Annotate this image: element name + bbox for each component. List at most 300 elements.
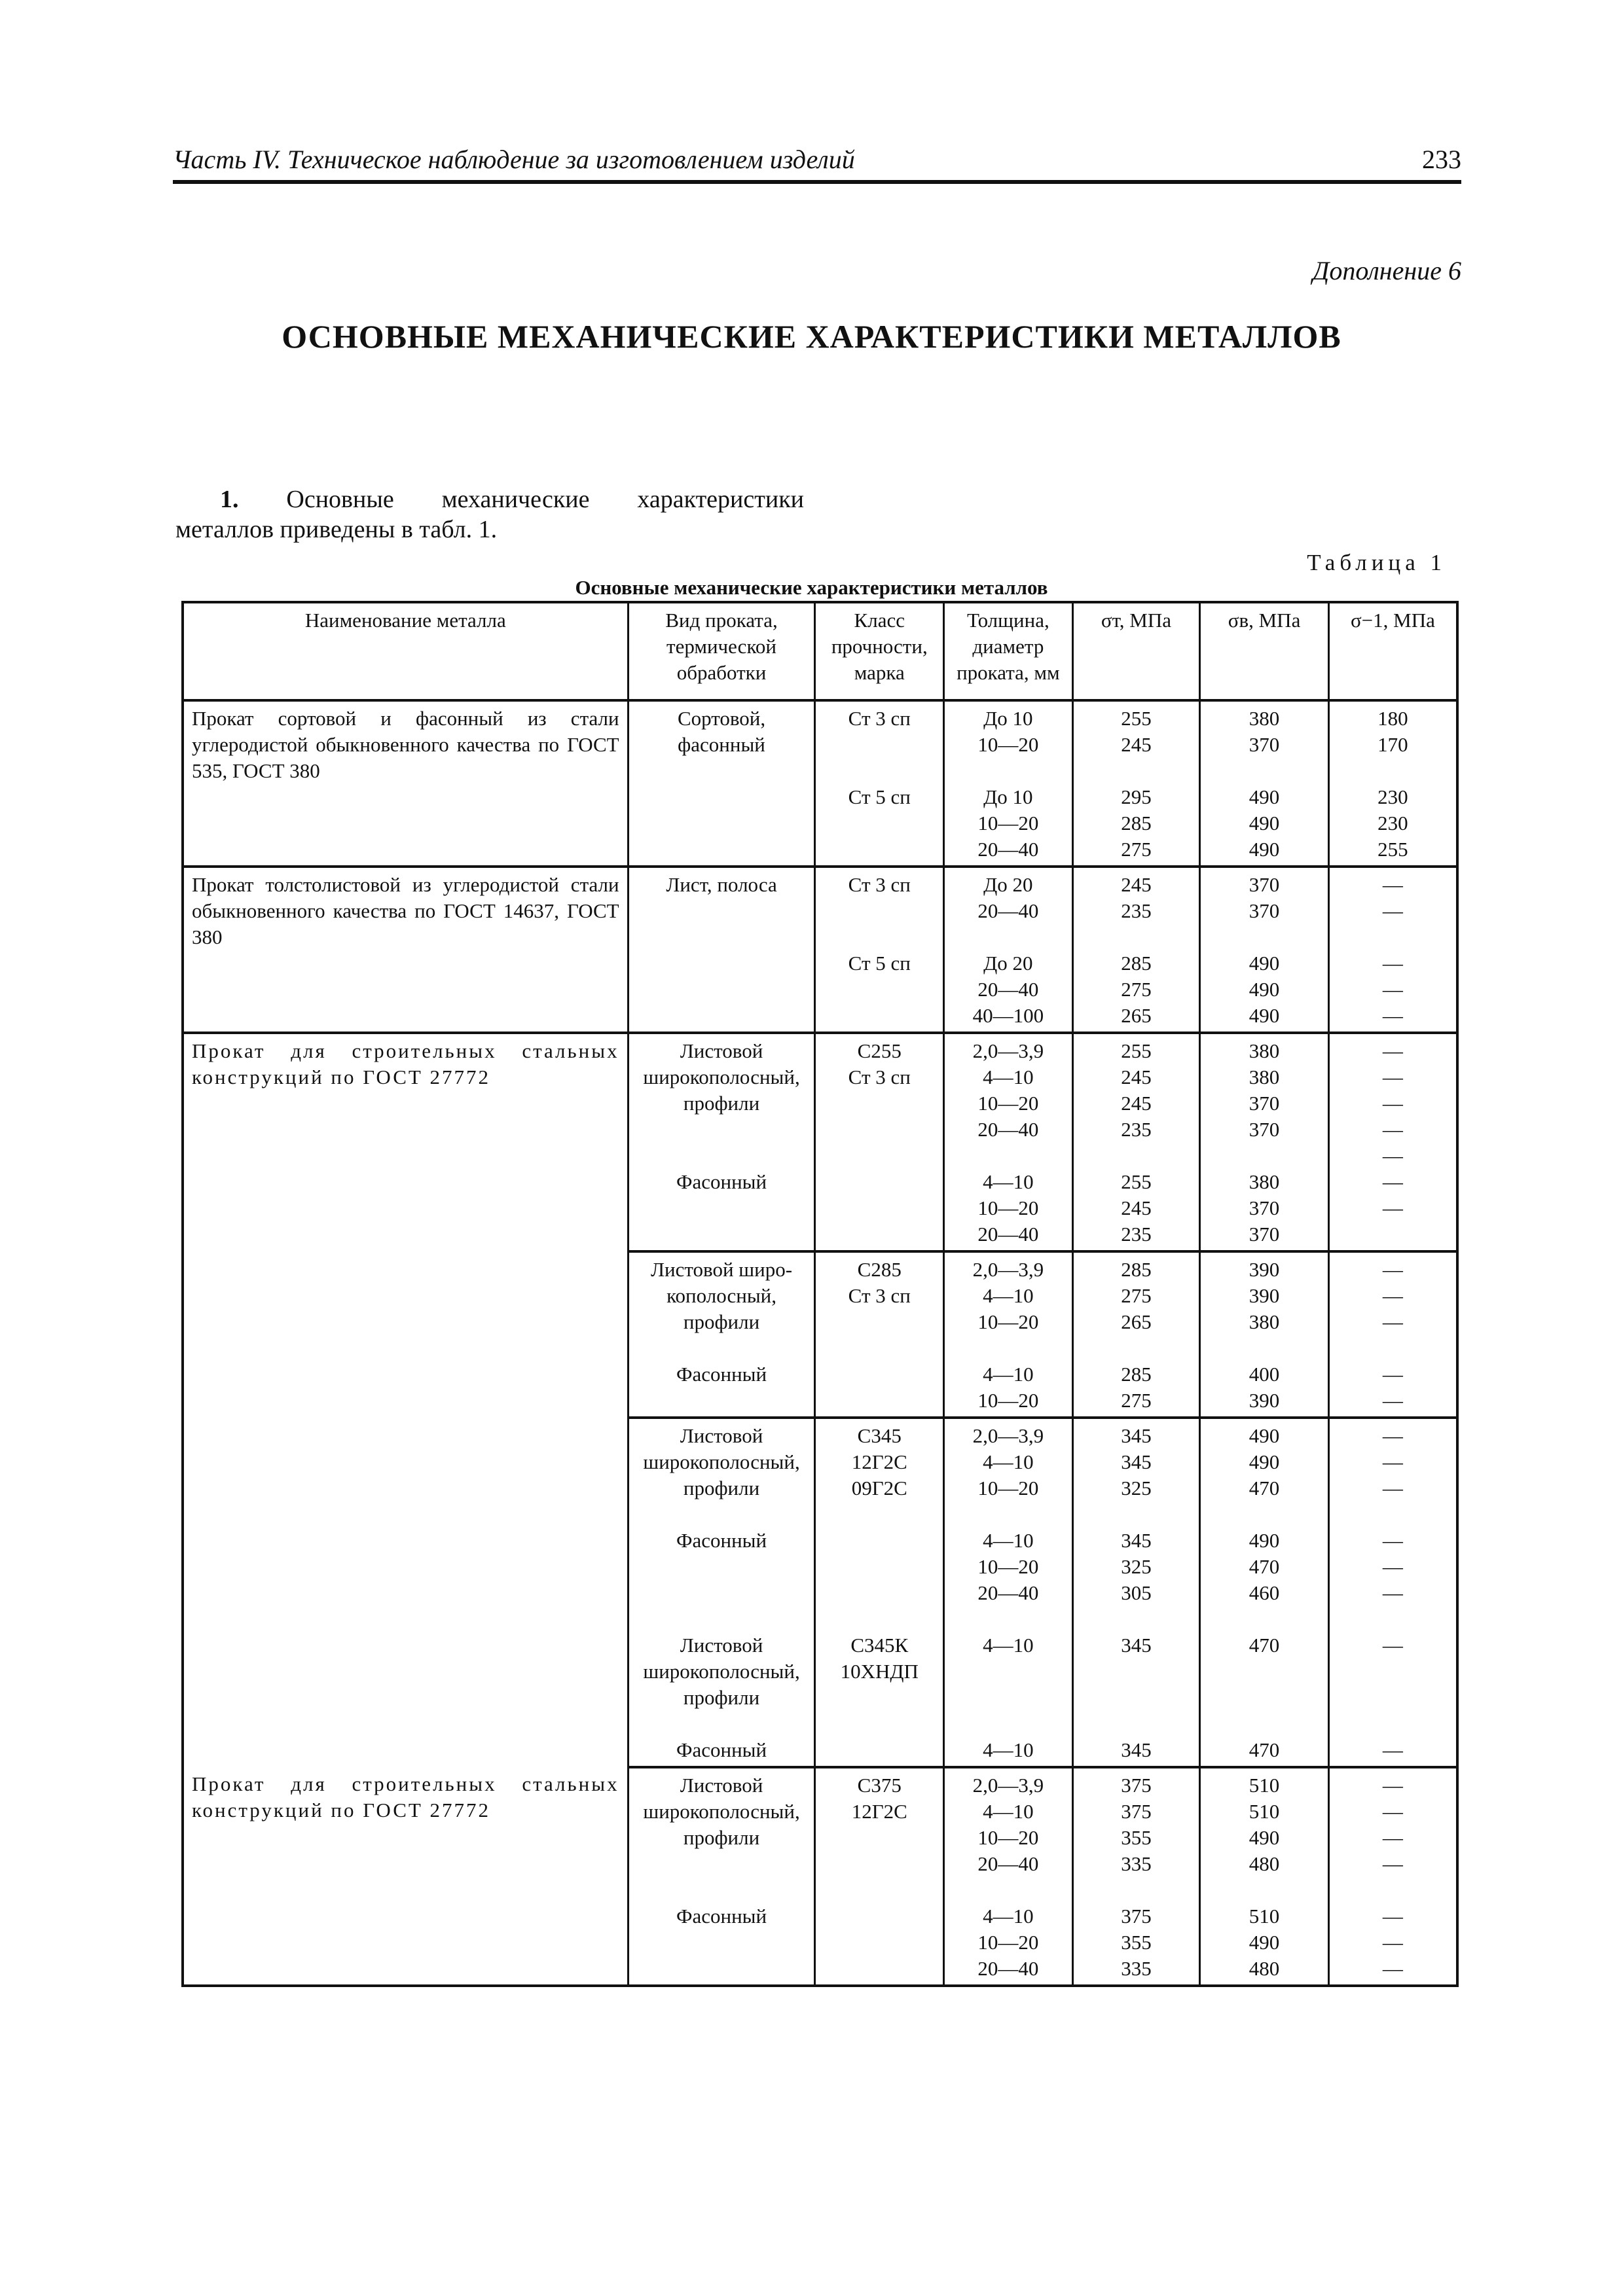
endurance-limit-value [1336, 1685, 1450, 1711]
yield-strength-value: 255 [1121, 707, 1152, 730]
endurance-limit-value: — [1382, 1634, 1403, 1657]
rolling-type-value [636, 1195, 808, 1221]
endurance-limit-cell [1328, 867, 1457, 1033]
tensile-strength-value: 370 [1249, 1092, 1280, 1115]
strength-class-value [822, 898, 936, 924]
endurance-limit-value: — [1382, 1555, 1403, 1578]
rolling-type-value: Фасонный [676, 1529, 767, 1552]
endurance-limit-value [1336, 924, 1450, 950]
endurance-limit-value: — [1382, 1258, 1403, 1281]
endurance-limit-cell [1328, 700, 1457, 867]
yield-strength-value: 255 [1121, 1170, 1152, 1193]
endurance-limit-value: — [1382, 978, 1403, 1001]
endurance-limit-value: — [1382, 1144, 1403, 1167]
column-header: Наименование металла [183, 602, 628, 700]
strength-class-value [822, 836, 936, 863]
tensile-strength-value [1207, 1711, 1321, 1737]
tensile-strength-value: 490 [1249, 978, 1280, 1001]
endurance-limit-value [1336, 1711, 1450, 1737]
yield-strength-value [1080, 1711, 1193, 1737]
thickness-value [951, 1711, 1065, 1737]
strength-class-value [822, 1580, 936, 1606]
table-caption: Основные механические характеристики металлов [575, 576, 1048, 599]
endurance-limit-value: — [1382, 1310, 1403, 1333]
rolling-type-value: Фасонный [676, 1738, 767, 1761]
thickness-value: 20—40 [977, 899, 1039, 922]
tensile-strength-value: 390 [1249, 1258, 1280, 1281]
rolling-type-cell [628, 1033, 815, 1251]
yield-strength-value: 275 [1121, 1284, 1152, 1307]
strength-class-value [822, 977, 936, 1003]
yield-strength-value: 235 [1121, 1223, 1152, 1246]
thickness-value: 4—10 [983, 1284, 1034, 1307]
yield-strength-value [1080, 924, 1193, 950]
strength-class-value: Ст 3 сп [848, 1284, 911, 1307]
tensile-strength-value [1207, 1606, 1321, 1632]
strength-class-value [822, 1528, 936, 1554]
yield-strength-value [1080, 758, 1193, 784]
tensile-strength-value [1207, 1685, 1321, 1711]
yield-strength-cell [1072, 867, 1200, 1033]
yield-strength-cell [1072, 1418, 1200, 1767]
endurance-limit-value [1336, 758, 1450, 784]
tensile-strength-value: 390 [1249, 1284, 1280, 1307]
rolling-type-cell [628, 867, 815, 1033]
tensile-strength-value: 370 [1249, 1118, 1280, 1141]
thickness-value: 10—20 [977, 733, 1039, 756]
endurance-limit-value: — [1382, 1389, 1403, 1412]
rolling-type-value: широкополосный, [643, 1800, 800, 1823]
yield-strength-value: 325 [1121, 1555, 1152, 1578]
endurance-limit-value: — [1382, 1284, 1403, 1307]
endurance-limit-value [1336, 1501, 1450, 1528]
page-number: 233 [1422, 145, 1461, 174]
metal-name: Прокат для строительных стальных конструкций по ГОСТ 27772 [183, 1033, 628, 1767]
yield-strength-value [1080, 1335, 1193, 1361]
thickness-value: 10—20 [977, 1477, 1039, 1499]
endurance-limit-cell [1328, 1418, 1457, 1767]
thickness-value: 10—20 [977, 1826, 1039, 1849]
endurance-limit-value: — [1382, 1852, 1403, 1875]
thickness-value [951, 1877, 1065, 1903]
endurance-limit-value: — [1382, 1774, 1403, 1797]
strength-class-value [822, 1606, 936, 1632]
yield-strength-value [1080, 1143, 1193, 1169]
tensile-strength-value: 470 [1249, 1738, 1280, 1761]
intro-line-2: металлов приведены в табл. 1. [175, 516, 498, 543]
yield-strength-cell [1072, 1251, 1200, 1418]
thickness-value: 4—10 [983, 1738, 1034, 1761]
thickness-value: 2,0—3,9 [972, 1774, 1044, 1797]
tensile-strength-cell [1200, 1251, 1329, 1418]
tensile-strength-value: 510 [1249, 1905, 1280, 1928]
rolling-type-value: профили [683, 1477, 760, 1499]
strength-class-value [822, 758, 936, 784]
endurance-limit-value: — [1382, 899, 1403, 922]
rolling-type-value: Фасонный [676, 1363, 767, 1386]
tensile-strength-value: 380 [1249, 1310, 1280, 1333]
endurance-limit-value [1336, 1877, 1450, 1903]
tensile-strength-value: 490 [1249, 812, 1280, 834]
rolling-type-value [636, 1929, 808, 1956]
endurance-limit-value: — [1382, 1196, 1403, 1219]
yield-strength-value: 255 [1121, 1039, 1152, 1062]
rolling-type-value: Листовой [680, 1774, 763, 1797]
thickness-value [951, 1606, 1065, 1632]
yield-strength-value: 375 [1121, 1800, 1152, 1823]
column-header: Толщина, диаметр проката, мм [944, 602, 1073, 700]
rolling-type-value: Листовой [680, 1634, 763, 1657]
tensile-strength-value: 380 [1249, 1039, 1280, 1062]
yield-strength-value: 345 [1121, 1424, 1152, 1447]
endurance-limit-value: — [1382, 1800, 1403, 1823]
thickness-value: 4—10 [983, 1450, 1034, 1473]
rolling-type-value [636, 1388, 808, 1414]
table-row [183, 700, 1457, 867]
thickness-value: 20—40 [977, 1118, 1039, 1141]
endurance-limit-value [1336, 1606, 1450, 1632]
strength-class-value [822, 924, 936, 950]
thickness-value: 20—40 [977, 838, 1039, 861]
yield-strength-value: 235 [1121, 1118, 1152, 1141]
yield-strength-value: 375 [1121, 1905, 1152, 1928]
strength-class-cell [815, 1251, 944, 1418]
rolling-type-value [636, 1956, 808, 1982]
tensile-strength-value: 480 [1249, 1852, 1280, 1875]
endurance-limit-cell [1328, 1033, 1457, 1251]
tensile-strength-value: 510 [1249, 1800, 1280, 1823]
thickness-value: 40—100 [972, 1004, 1044, 1027]
thickness-cell [944, 1033, 1073, 1251]
tensile-strength-value: 490 [1249, 1424, 1280, 1447]
intro-number: 1. [220, 486, 239, 513]
endurance-limit-value: — [1382, 1092, 1403, 1115]
endurance-limit-value: — [1382, 1826, 1403, 1849]
tensile-strength-cell [1200, 867, 1329, 1033]
supplement-label: Дополнение 6 [1312, 256, 1461, 285]
yield-strength-value: 275 [1121, 978, 1152, 1001]
rolling-type-cell [628, 700, 815, 867]
yield-strength-value: 305 [1121, 1581, 1152, 1604]
rolling-type-value: фасонный [678, 733, 765, 756]
yield-strength-value: 285 [1121, 1258, 1152, 1281]
strength-class-cell [815, 1033, 944, 1251]
tensile-strength-value: 400 [1249, 1363, 1280, 1386]
strength-class-value: Ст 5 сп [848, 952, 911, 975]
tensile-strength-value [1207, 1335, 1321, 1361]
tensile-strength-value: 370 [1249, 1196, 1280, 1219]
rolling-type-value [636, 1606, 808, 1632]
tensile-strength-cell [1200, 700, 1329, 867]
table-row [183, 1033, 1457, 1251]
strength-class-value: Ст 3 сп [848, 1066, 911, 1088]
tensile-strength-value: 380 [1249, 1170, 1280, 1193]
tensile-strength-value [1207, 1143, 1321, 1169]
thickness-value: 10—20 [977, 812, 1039, 834]
thickness-value: 20—40 [977, 978, 1039, 1001]
yield-strength-value: 245 [1121, 873, 1152, 896]
endurance-limit-value: — [1382, 1931, 1403, 1954]
endurance-limit-value [1336, 1659, 1450, 1685]
tensile-strength-value: 490 [1249, 1004, 1280, 1027]
intro-line-1 [175, 484, 804, 514]
thickness-cell [944, 700, 1073, 867]
tensile-strength-value: 370 [1249, 733, 1280, 756]
thickness-value [951, 1659, 1065, 1685]
rolling-type-value: широкополосный, [643, 1450, 800, 1473]
thickness-value: 2,0—3,9 [972, 1039, 1044, 1062]
thickness-value: 10—20 [977, 1310, 1039, 1333]
thickness-value [951, 1685, 1065, 1711]
tensile-strength-cell [1200, 1033, 1329, 1251]
endurance-limit-cell [1328, 1251, 1457, 1418]
yield-strength-value: 235 [1121, 899, 1152, 922]
rolling-type-cell [628, 1767, 815, 1986]
thickness-value: До 10 [983, 785, 1033, 808]
thickness-value: 10—20 [977, 1389, 1039, 1412]
strength-class-value: 12Г2С [851, 1450, 907, 1473]
thickness-value: 4—10 [983, 1905, 1034, 1928]
strength-class-cell [815, 1418, 944, 1767]
strength-class-value: С345 [857, 1424, 902, 1447]
column-header: σт, МПа [1072, 602, 1200, 700]
rolling-type-value [636, 758, 808, 784]
tensile-strength-value: 390 [1249, 1389, 1280, 1412]
rolling-type-value [636, 1335, 808, 1361]
tensile-strength-value: 460 [1249, 1581, 1280, 1604]
thickness-value: До 20 [983, 873, 1033, 896]
yield-strength-value: 245 [1121, 733, 1152, 756]
table-row [183, 1767, 1457, 1986]
endurance-limit-value: 230 [1377, 812, 1408, 834]
tensile-strength-cell [1200, 1418, 1329, 1767]
strength-class-value [822, 732, 936, 758]
strength-class-cell [815, 700, 944, 867]
tensile-strength-value: 490 [1249, 1931, 1280, 1954]
tensile-strength-value: 490 [1249, 1826, 1280, 1849]
tensile-strength-value [1207, 1877, 1321, 1903]
tensile-strength-value: 380 [1249, 707, 1280, 730]
rolling-type-value: профили [683, 1092, 760, 1115]
rolling-type-value: Сортовой, [677, 707, 766, 730]
table-label: Таблица 1 [1307, 550, 1446, 575]
rolling-type-value [636, 1554, 808, 1580]
thickness-value: 4—10 [983, 1170, 1034, 1193]
tensile-strength-value: 490 [1249, 952, 1280, 975]
thickness-value: 4—10 [983, 1066, 1034, 1088]
rolling-type-value [636, 1851, 808, 1877]
endurance-limit-value: 255 [1377, 838, 1408, 861]
endurance-limit-value: — [1382, 1363, 1403, 1386]
tensile-strength-value [1207, 1659, 1321, 1685]
strength-class-value: 09Г2С [851, 1477, 907, 1499]
endurance-limit-value: — [1382, 1738, 1403, 1761]
tensile-strength-value: 380 [1249, 1066, 1280, 1088]
rolling-type-value [636, 1221, 808, 1247]
strength-class-value: С255 [857, 1039, 902, 1062]
table-header-row [183, 602, 1457, 700]
tensile-strength-value: 370 [1249, 873, 1280, 896]
metal-name: Прокат для строительных стальных конструкций по ГОСТ 27772 [183, 1767, 628, 1986]
metal-name: Прокат сортовой и фасонный из стали углеродистой обыкновенного качества по ГОСТ 535, ГОСТ 380 [183, 700, 628, 867]
thickness-value: До 10 [983, 707, 1033, 730]
tensile-strength-value: 470 [1249, 1634, 1280, 1657]
rolling-type-value: профили [683, 1826, 760, 1849]
yield-strength-value: 245 [1121, 1092, 1152, 1115]
yield-strength-value: 275 [1121, 1389, 1152, 1412]
yield-strength-value: 285 [1121, 1363, 1152, 1386]
tensile-strength-value: 480 [1249, 1957, 1280, 1980]
rolling-type-value: Фасонный [676, 1905, 767, 1928]
page-title: ОСНОВНЫЕ МЕХАНИЧЕСКИЕ ХАРАКТЕРИСТИКИ МЕТАЛЛОВ [282, 318, 1341, 355]
endurance-limit-value: — [1382, 1477, 1403, 1499]
yield-strength-value [1080, 1501, 1193, 1528]
rolling-type-value: Фасонный [676, 1170, 767, 1193]
rolling-type-value: Листовой широ- [651, 1258, 793, 1281]
endurance-limit-value: — [1382, 1424, 1403, 1447]
endurance-limit-value: — [1382, 1039, 1403, 1062]
thickness-value: 4—10 [983, 1800, 1034, 1823]
endurance-limit-value: — [1382, 952, 1403, 975]
tensile-strength-value [1207, 924, 1321, 950]
tensile-strength-value: 490 [1249, 785, 1280, 808]
yield-strength-value [1080, 1659, 1193, 1685]
column-header: Вид проката, термической обработки [628, 602, 815, 700]
rolling-type-cell [628, 1251, 815, 1418]
thickness-value: 2,0—3,9 [972, 1258, 1044, 1281]
strength-class-value [822, 1554, 936, 1580]
yield-strength-value [1080, 1685, 1193, 1711]
intro-line-1-text: Основные механические характеристики [286, 486, 804, 513]
endurance-limit-value: — [1382, 1450, 1403, 1473]
yield-strength-value: 335 [1121, 1957, 1152, 1980]
yield-strength-cell [1072, 1033, 1200, 1251]
strength-class-value: 10ХНДП [840, 1660, 919, 1683]
yield-strength-cell [1072, 700, 1200, 867]
yield-strength-value: 325 [1121, 1477, 1152, 1499]
thickness-value: 20—40 [977, 1581, 1039, 1604]
tensile-strength-value [1207, 758, 1321, 784]
endurance-limit-value: — [1382, 1581, 1403, 1604]
thickness-value [951, 1501, 1065, 1528]
rolling-type-value: широкополосный, [643, 1066, 800, 1088]
strength-class-value: Ст 3 сп [848, 707, 911, 730]
running-title: Часть IV. Техническое наблюдение за изготовлением изделий [173, 145, 855, 174]
rolling-type-value [636, 1501, 808, 1528]
yield-strength-value: 355 [1121, 1826, 1152, 1849]
yield-strength-value: 245 [1121, 1196, 1152, 1219]
tensile-strength-value: 510 [1249, 1774, 1280, 1797]
yield-strength-value: 275 [1121, 838, 1152, 861]
yield-strength-value: 345 [1121, 1634, 1152, 1657]
strength-class-cell [815, 1767, 944, 1986]
endurance-limit-value: — [1382, 1066, 1403, 1088]
yield-strength-value: 355 [1121, 1931, 1152, 1954]
rolling-type-value [636, 1143, 808, 1169]
thickness-value: До 20 [983, 952, 1033, 975]
tensile-strength-value [1207, 1501, 1321, 1528]
endurance-limit-value [1336, 1221, 1450, 1247]
tensile-strength-cell [1200, 1767, 1329, 1986]
thickness-value: 20—40 [977, 1957, 1039, 1980]
tensile-strength-value: 490 [1249, 1450, 1280, 1473]
tensile-strength-value: 490 [1249, 1529, 1280, 1552]
strength-class-cell [815, 867, 944, 1033]
yield-strength-value: 375 [1121, 1774, 1152, 1797]
yield-strength-value: 295 [1121, 785, 1152, 808]
thickness-value: 2,0—3,9 [972, 1424, 1044, 1447]
endurance-limit-value: — [1382, 1957, 1403, 1980]
rolling-type-value [636, 1711, 808, 1737]
tensile-strength-value: 370 [1249, 1223, 1280, 1246]
thickness-cell [944, 1418, 1073, 1767]
strength-class-value: Ст 5 сп [848, 785, 911, 808]
yield-strength-value: 265 [1121, 1310, 1152, 1333]
endurance-limit-value [1336, 1335, 1450, 1361]
rolling-type-value: Листовой [680, 1424, 763, 1447]
thickness-cell [944, 1251, 1073, 1418]
tensile-strength-value: 470 [1249, 1555, 1280, 1578]
endurance-limit-cell [1328, 1767, 1457, 1986]
strength-class-value: 12Г2С [851, 1800, 907, 1823]
thickness-value: 20—40 [977, 1223, 1039, 1246]
rolling-type-value: профили [683, 1686, 760, 1709]
thickness-value [951, 924, 1065, 950]
rolling-type-value [636, 1877, 808, 1903]
yield-strength-value: 285 [1121, 812, 1152, 834]
rolling-type-value [636, 810, 808, 836]
rolling-type-value: Листовой [680, 1039, 763, 1062]
table-row [183, 867, 1457, 1033]
running-header [173, 141, 1461, 184]
column-header: Класс прочности, марка [815, 602, 944, 700]
strength-class-value [822, 1501, 936, 1528]
tensile-strength-value: 370 [1249, 899, 1280, 922]
thickness-value: 20—40 [977, 1852, 1039, 1875]
tensile-strength-value: 470 [1249, 1477, 1280, 1499]
endurance-limit-value: 230 [1377, 785, 1408, 808]
endurance-limit-value: — [1382, 1905, 1403, 1928]
strength-class-value: С285 [857, 1258, 902, 1281]
rolling-type-value [636, 784, 808, 810]
yield-strength-value: 345 [1121, 1738, 1152, 1761]
metals-table [181, 601, 1459, 1987]
thickness-value: 10—20 [977, 1931, 1039, 1954]
thickness-value: 4—10 [983, 1529, 1034, 1552]
endurance-limit-value: 180 [1377, 707, 1408, 730]
yield-strength-value: 285 [1121, 952, 1152, 975]
thickness-value [951, 758, 1065, 784]
thickness-cell [944, 1767, 1073, 1986]
endurance-limit-value: — [1382, 1118, 1403, 1141]
yield-strength-value: 335 [1121, 1852, 1152, 1875]
endurance-limit-value: — [1382, 1170, 1403, 1193]
yield-strength-value [1080, 1877, 1193, 1903]
rolling-type-value: профили [683, 1310, 760, 1333]
thickness-value: 4—10 [983, 1363, 1034, 1386]
endurance-limit-value: 170 [1377, 733, 1408, 756]
thickness-value: 10—20 [977, 1555, 1039, 1578]
rolling-type-value [636, 1117, 808, 1143]
thickness-value: 10—20 [977, 1092, 1039, 1115]
strength-class-value [822, 1003, 936, 1029]
yield-strength-value [1080, 1606, 1193, 1632]
column-header: σ−1, МПа [1328, 602, 1457, 700]
thickness-value [951, 1143, 1065, 1169]
rolling-type-value: широкополосный, [643, 1660, 800, 1683]
strength-class-value: Ст 3 сп [848, 873, 911, 896]
strength-class-value: С345К [850, 1634, 909, 1657]
